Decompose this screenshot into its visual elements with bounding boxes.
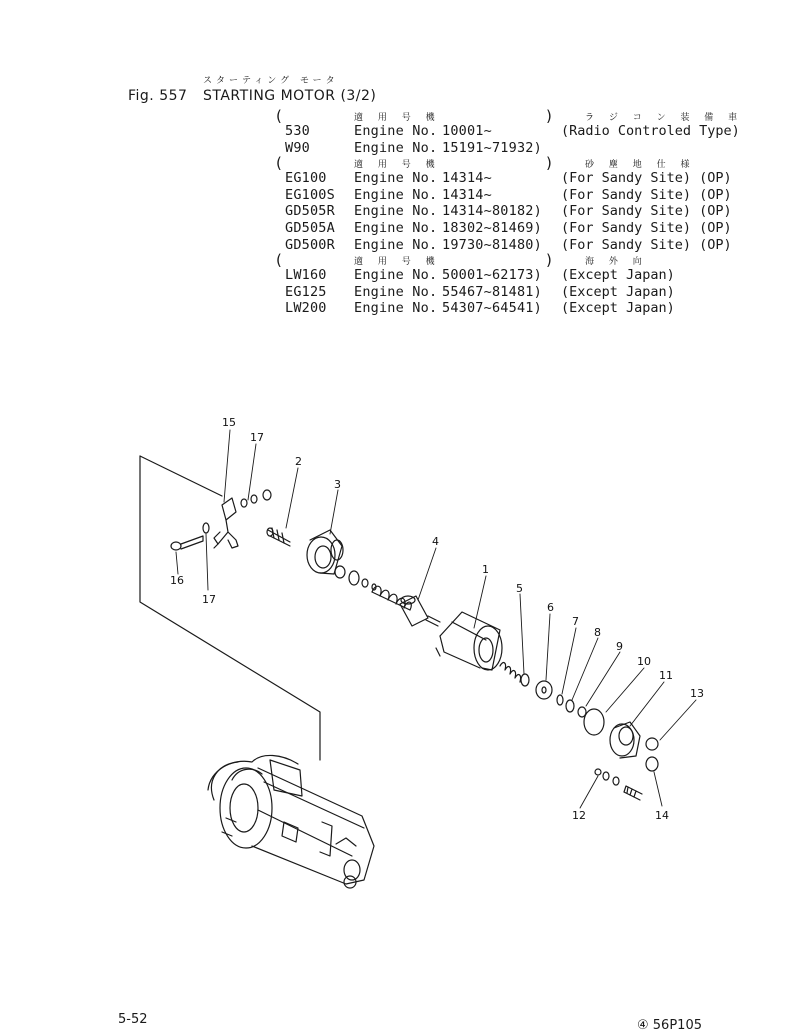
group-close-paren: ) <box>546 107 552 125</box>
callout-2: 2 <box>295 455 302 468</box>
part-12-screws <box>595 769 642 800</box>
row-engine-label: Engine No. <box>354 170 438 187</box>
callout-15: 15 <box>222 416 236 429</box>
return-spring <box>372 586 411 610</box>
callout-12: 12 <box>572 809 586 822</box>
group-open-paren: ( <box>276 251 282 270</box>
row-remark: (For Sandy Site) (OP) <box>561 203 732 220</box>
row-engine-label: Engine No. <box>354 186 438 203</box>
part-6-washer <box>536 681 552 699</box>
row-remark: (For Sandy Site) (OP) <box>561 186 732 203</box>
part-1-solenoid-case <box>436 612 502 670</box>
row-model: GD505A <box>285 220 335 236</box>
row-engine-label: Engine No. <box>354 220 438 236</box>
row-serial: 19730~81480) <box>442 236 542 253</box>
group-open-paren: ( <box>276 154 282 173</box>
callout-1: 1 <box>482 563 489 576</box>
group-close-paren: ) <box>546 251 552 270</box>
callout-9: 9 <box>616 640 623 653</box>
row-model: EG125 <box>285 283 327 300</box>
part-4-plunger <box>400 596 440 626</box>
row-serial: 18302~81469) <box>442 220 542 236</box>
part-16-bolt <box>171 536 203 550</box>
part-8-ring <box>566 700 574 712</box>
group-note: ラ ジ コ ン 装 備 車 <box>585 113 744 123</box>
row-remark: (Except Japan) <box>561 300 675 317</box>
callout-17-top: 17 <box>250 431 264 444</box>
callout-4: 4 <box>432 535 439 548</box>
row-model: LW160 <box>285 267 327 284</box>
group-label: 適 用 号 機 <box>354 160 441 171</box>
figure-label: Fig. 557 <box>128 88 188 104</box>
row-remark: (For Sandy Site) (OP) <box>561 220 732 236</box>
part-2-stud <box>267 528 290 546</box>
part-5-spring <box>500 663 521 682</box>
part-15-lever <box>214 498 238 548</box>
page-title: STARTING MOTOR (3/2) <box>203 88 377 104</box>
row-remark: (For Sandy Site) (OP) <box>561 236 732 253</box>
part-17-washers-top <box>241 490 271 507</box>
row-engine-label: Engine No. <box>354 123 438 139</box>
row-remark: (Except Japan) <box>561 267 675 284</box>
group-label: 適 用 号 機 <box>354 257 441 268</box>
row-serial: 54307~64541) <box>442 300 542 317</box>
row-serial: 10001~ <box>442 123 492 139</box>
callout-17-bottom: 17 <box>202 593 216 606</box>
row-serial: 50001~62173) <box>442 267 542 284</box>
row-serial: 14314~ <box>442 170 492 187</box>
row-model: 530 <box>285 123 310 139</box>
part-10-o-ring <box>584 709 604 735</box>
row-engine-label: Engine No. <box>354 283 438 300</box>
callout-13: 13 <box>690 687 704 700</box>
group-note: 砂 塵 地 仕 様 <box>585 160 696 171</box>
part-7-ring <box>557 695 563 705</box>
callout-3: 3 <box>334 478 341 491</box>
callout-5: 5 <box>516 582 523 595</box>
leader-lines <box>176 430 696 808</box>
row-remark: (Except Japan) <box>561 283 675 300</box>
callout-7: 7 <box>572 615 579 628</box>
group-close-paren: ) <box>546 154 552 173</box>
row-remark: (Radio Controled Type) <box>561 123 740 139</box>
row-model: EG100 <box>285 170 327 187</box>
callout-8: 8 <box>594 626 601 639</box>
starting-motor-assembly <box>208 755 374 888</box>
callout-14: 14 <box>655 809 669 822</box>
callout-16: 16 <box>170 574 184 587</box>
row-model: LW200 <box>285 300 327 317</box>
group-note: 海 外 向 <box>585 257 648 268</box>
row-engine-label: Engine No. <box>354 300 438 317</box>
callout-6: 6 <box>547 601 554 614</box>
part-17-washer-left <box>203 523 209 533</box>
callout-11: 11 <box>659 669 673 682</box>
row-model: EG100S <box>285 186 335 203</box>
title-kana: スターティング モータ <box>203 76 339 86</box>
row-serial: 14314~ <box>442 186 492 203</box>
document-code: ④ 56P105 <box>637 1018 702 1033</box>
group-label: 適 用 号 機 <box>354 113 441 123</box>
row-engine-label: Engine No. <box>354 267 438 284</box>
row-serial: 14314~80182) <box>442 203 542 220</box>
row-serial: 15191~71932) <box>442 139 542 156</box>
row-remark: (For Sandy Site) (OP) <box>561 170 732 187</box>
row-engine-label: Engine No. <box>354 236 438 253</box>
row-model: GD500R <box>285 236 335 253</box>
row-engine-label: Engine No. <box>354 139 438 156</box>
group-open-paren: ( <box>276 107 282 125</box>
row-serial: 55467~81481) <box>442 283 542 300</box>
callout-10: 10 <box>637 655 651 668</box>
part-11-cover <box>610 722 640 758</box>
page-number: 5-52 <box>118 1012 148 1027</box>
row-model: W90 <box>285 139 310 156</box>
assembly-bracket <box>140 456 320 760</box>
row-model: GD505R <box>285 203 335 220</box>
part-13-cap <box>646 738 658 750</box>
part-14-cap <box>646 757 658 771</box>
part-5-ring <box>521 674 529 686</box>
row-engine-label: Engine No. <box>354 203 438 220</box>
